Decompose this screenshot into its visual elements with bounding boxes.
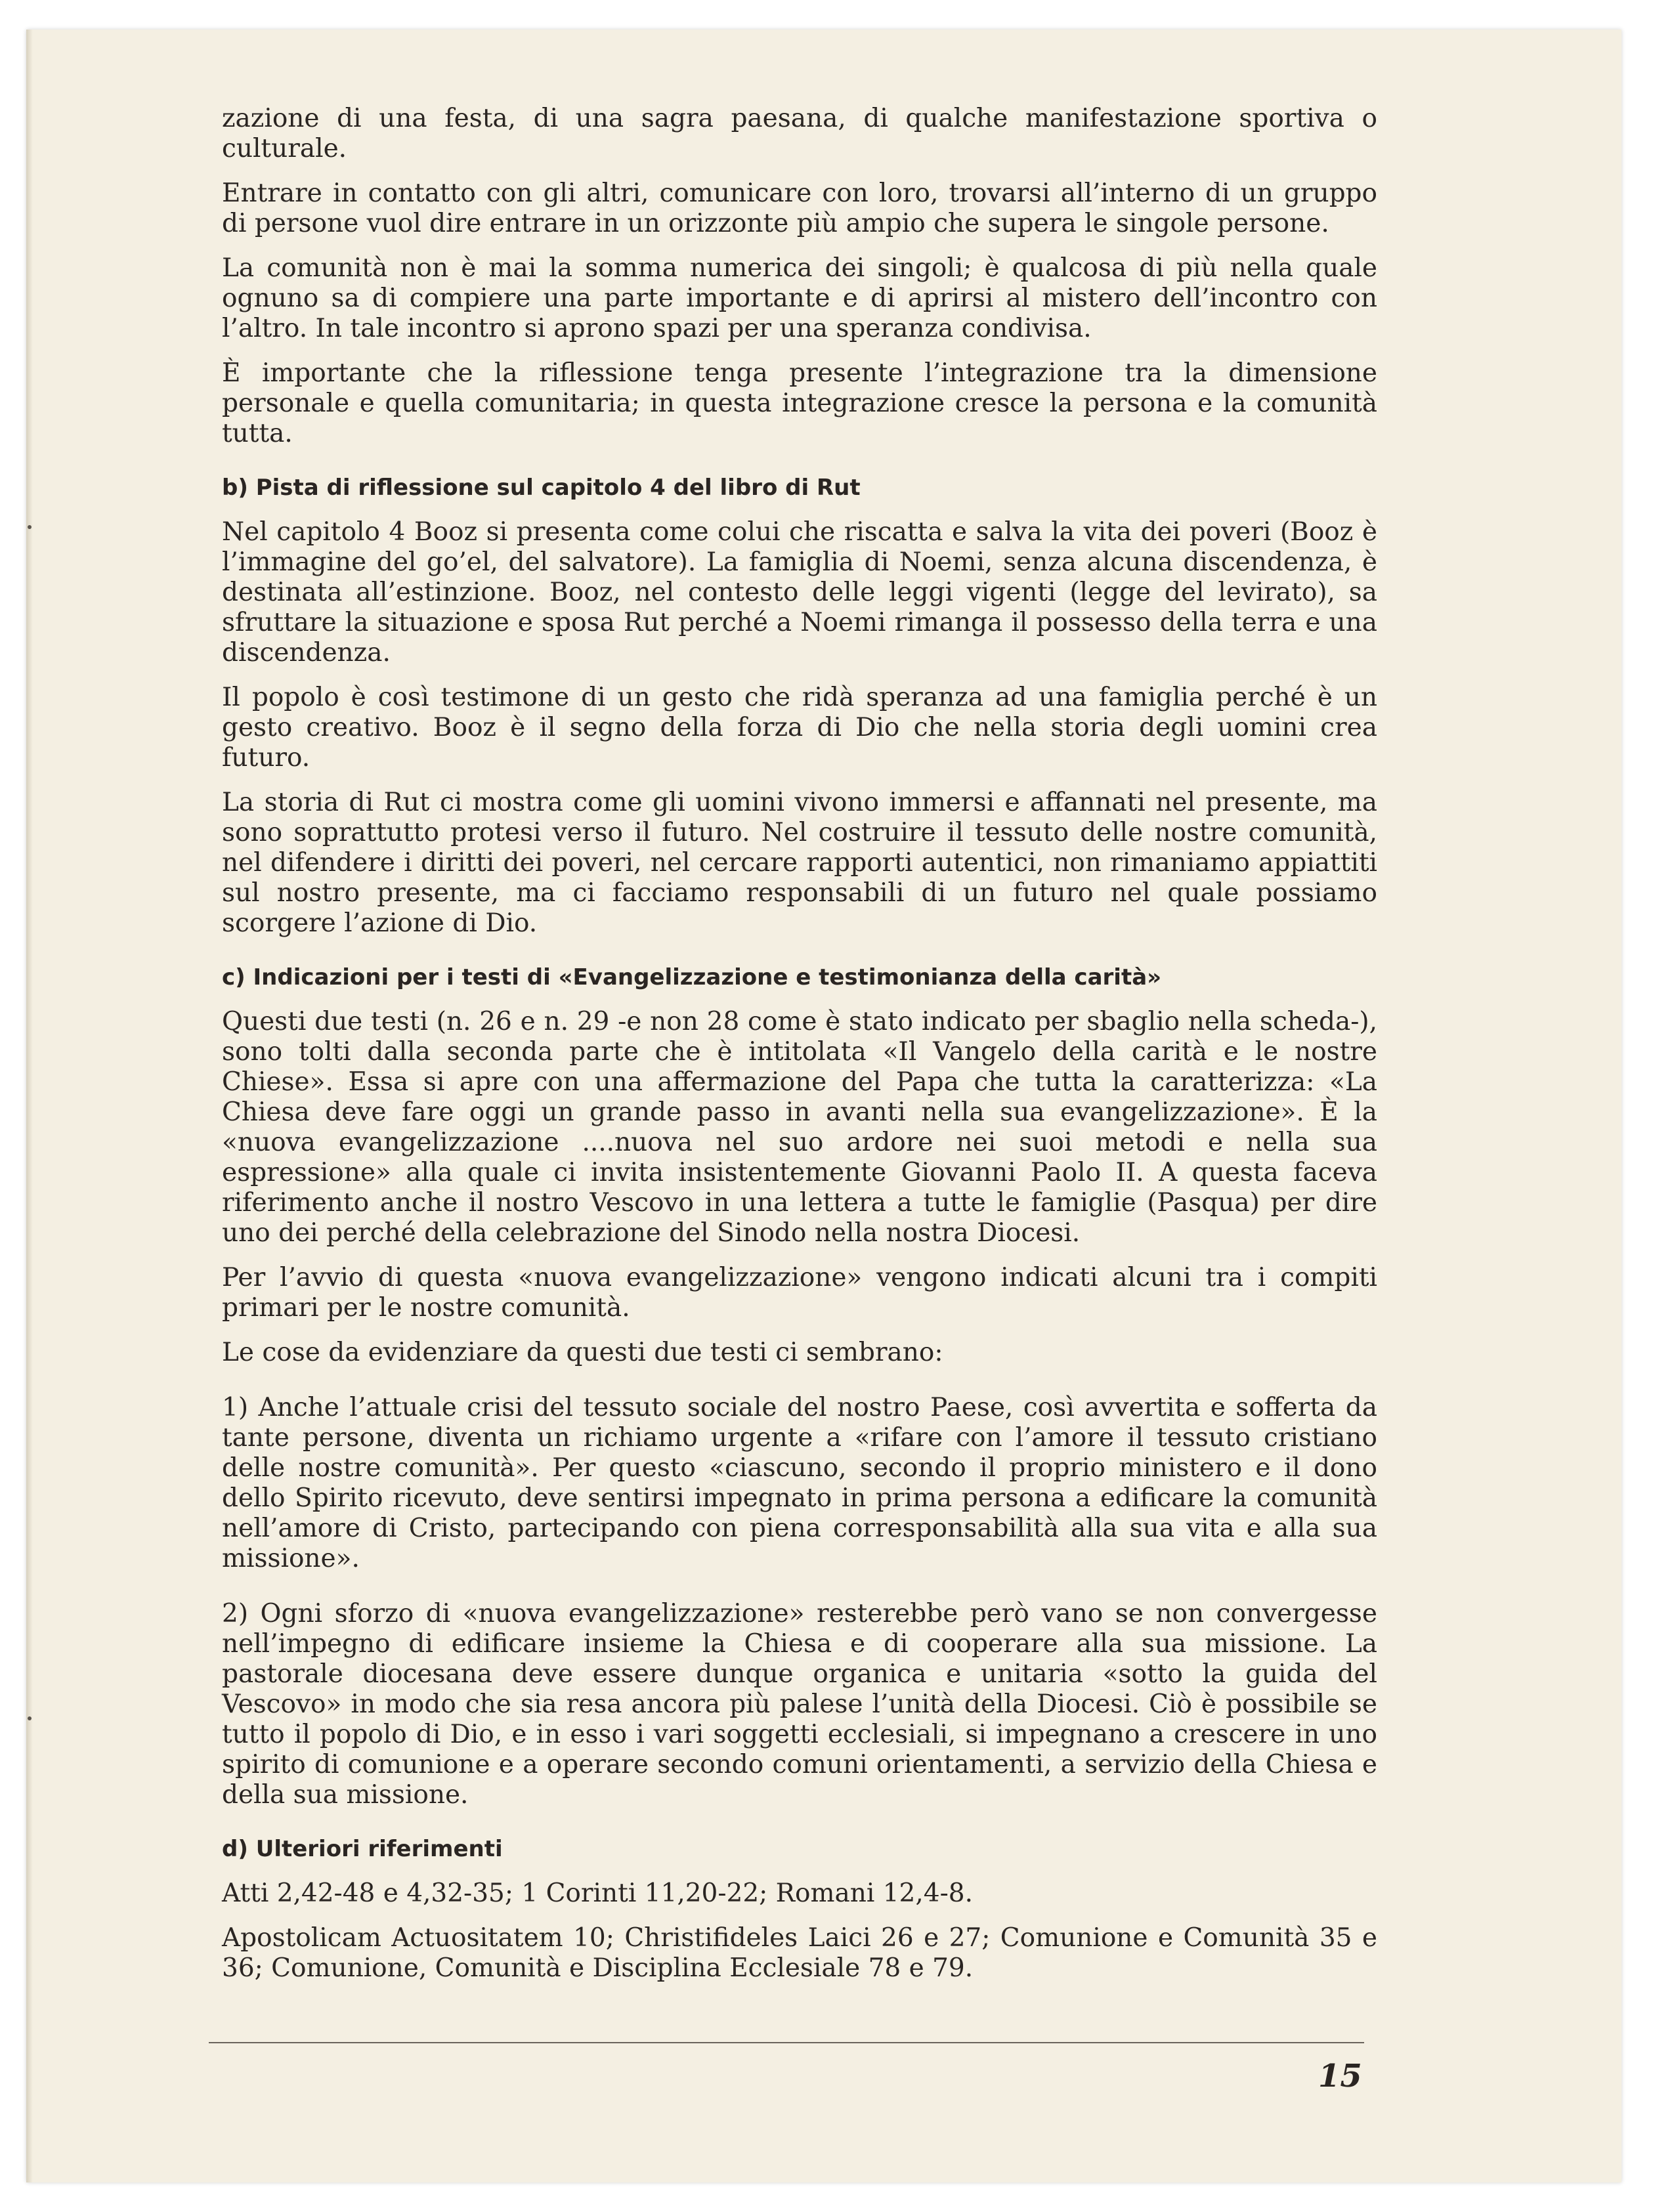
- binding-mark: [28, 525, 32, 529]
- section-heading-c: c) Indicazioni per i testi di «Evangelizzazione e testimonianza della carità»: [222, 964, 1162, 990]
- paragraph: La storia di Rut ci mostra come gli uomini vivono immersi e affannati nel presente, ma sono soprattutto protesi verso il futuro. Nel costruire il tessuto delle nostre comunità, nel difendere i diritti dei poveri, nel cercare rapporti autentici, non rimaniamo appiattiti sul nostro presente, ma ci facciamo responsabili di un futuro nel quale possiamo scorgere l’azione di Dio.: [222, 788, 1377, 938]
- paragraph: Questi due testi (n. 26 e n. 29 -e non 28 come è stato indicato per sbaglio nella scheda-), sono tolti dalla seconda parte che è intitolata «Il Vangelo della carità e le nostre Chiese». Essa si apre con una affermazione del Papa che tutta la caratterizza: «La Chiesa deve fare oggi un grande passo in avanti nella sua evangelizzazione». È la «nuova evangelizzazione ....nuova nel suo ardore nei suoi metodi e nella sua espressione» alla quale ci invita insistentemente Giovanni Paolo II. A questa faceva riferimento anche il nostro Vescovo in una lettera a tutte le famiglie (Pasqua) per dire uno dei perché della celebrazione del Sinodo nella nostra Diocesi.: [222, 1007, 1377, 1248]
- numbered-point: 2) Ogni sforzo di «nuova evangelizzazione» resterebbe però vano se non convergesse nell’impegno di edificare insieme la Chiesa e di cooperare alla sua missione. La pastorale diocesana deve essere dunque organica e unitaria «sotto la guida del Vescovo» in modo che sia resa ancora più palese l’unità della Diocesi. Ciò è possibile se tutto il popolo di Dio, e in esso i vari soggetti ecclesiali, si impegnano a crescere in uno spirito di comunione e a operare secondo comuni orientamenti, a servizio della Chiesa e della sua missione.: [222, 1599, 1377, 1810]
- section-heading-b: b) Pista di riflessione sul capitolo 4 del libro di Rut: [222, 475, 861, 501]
- paragraph: Nel capitolo 4 Booz si presenta come colui che riscatta e salva la vita dei poveri (Booz è l’immagine del go’el, del salvatore). La famiglia di Noemi, senza alcuna discendenza, è destinata all’estinzione. Booz, nel contesto delle leggi vigenti (legge del levirato), sa sfruttare la situazione e sposa Rut perché a Noemi rimanga il possesso della terra e una discendenza.: [222, 517, 1377, 668]
- paragraph: Il popolo è così testimone di un gesto che ridà speranza ad una famiglia perché è un gesto creativo. Booz è il segno della forza di Dio che nella storia degli uomini crea futuro.: [222, 683, 1377, 773]
- section-heading-d: d) Ulteriori riferimenti: [222, 1836, 503, 1862]
- paragraph: Entrare in contatto con gli altri, comunicare con loro, trovarsi all’interno di un gruppo di persone vuol dire entrare in un orizzonte più ampio che supera le singole persone.: [222, 179, 1377, 238]
- page-number: 15: [1318, 2058, 1362, 2095]
- paragraph: È importante che la riflessione tenga presente l’integrazione tra la dimensione personale e quella comunitaria; in questa integrazione cresce la persona e la comunità tutta.: [222, 358, 1377, 448]
- footer-rule: [209, 2042, 1364, 2043]
- binding-mark: [28, 1716, 32, 1720]
- reference-line: Atti 2,42-48 e 4,32-35; 1 Corinti 11,20-22; Romani 12,4-8.: [222, 1879, 973, 1908]
- paragraph: Per l’avvio di questa «nuova evangelizzazione» vengono indicati alcuni tra i compiti primari per le nostre comunità.: [222, 1263, 1377, 1323]
- paragraph: Le cose da evidenziare da questi due testi ci sembrano:: [222, 1338, 943, 1367]
- paragraph: La comunità non è mai la somma numerica dei singoli; è qualcosa di più nella quale ognuno sa di compiere una parte importante e di aprirsi al mistero dell’incontro con l’altro. In tale incontro si aprono spazi per una speranza condivisa.: [222, 253, 1377, 343]
- paragraph: zazione di una festa, di una sagra paesana, di qualche manifestazione sportiva o culturale.: [222, 104, 1377, 163]
- numbered-point: 1) Anche l’attuale crisi del tessuto sociale del nostro Paese, così avvertita e sofferta da tante persone, diventa un richiamo urgente a «rifare con l’amore il tessuto cristiano delle nostre comunità». Per questo «ciascuno, secondo il proprio ministero e il dono dello Spirito ricevuto, deve sentirsi impegnato in prima persona a edificare la comunità nell’amore di Cristo, partecipando con piena corresponsabilità alla sua vita e alla sua missione».: [222, 1393, 1377, 1573]
- page-spine-shadow: [26, 30, 33, 2182]
- reference-line: Apostolicam Actuositatem 10; Christifideles Laici 26 e 27; Comunione e Comunità 35 e 36; Comunione, Comunità e Disciplina Ecclesiale 78 e 79.: [222, 1923, 1377, 1983]
- body-text: [222, 104, 1377, 1998]
